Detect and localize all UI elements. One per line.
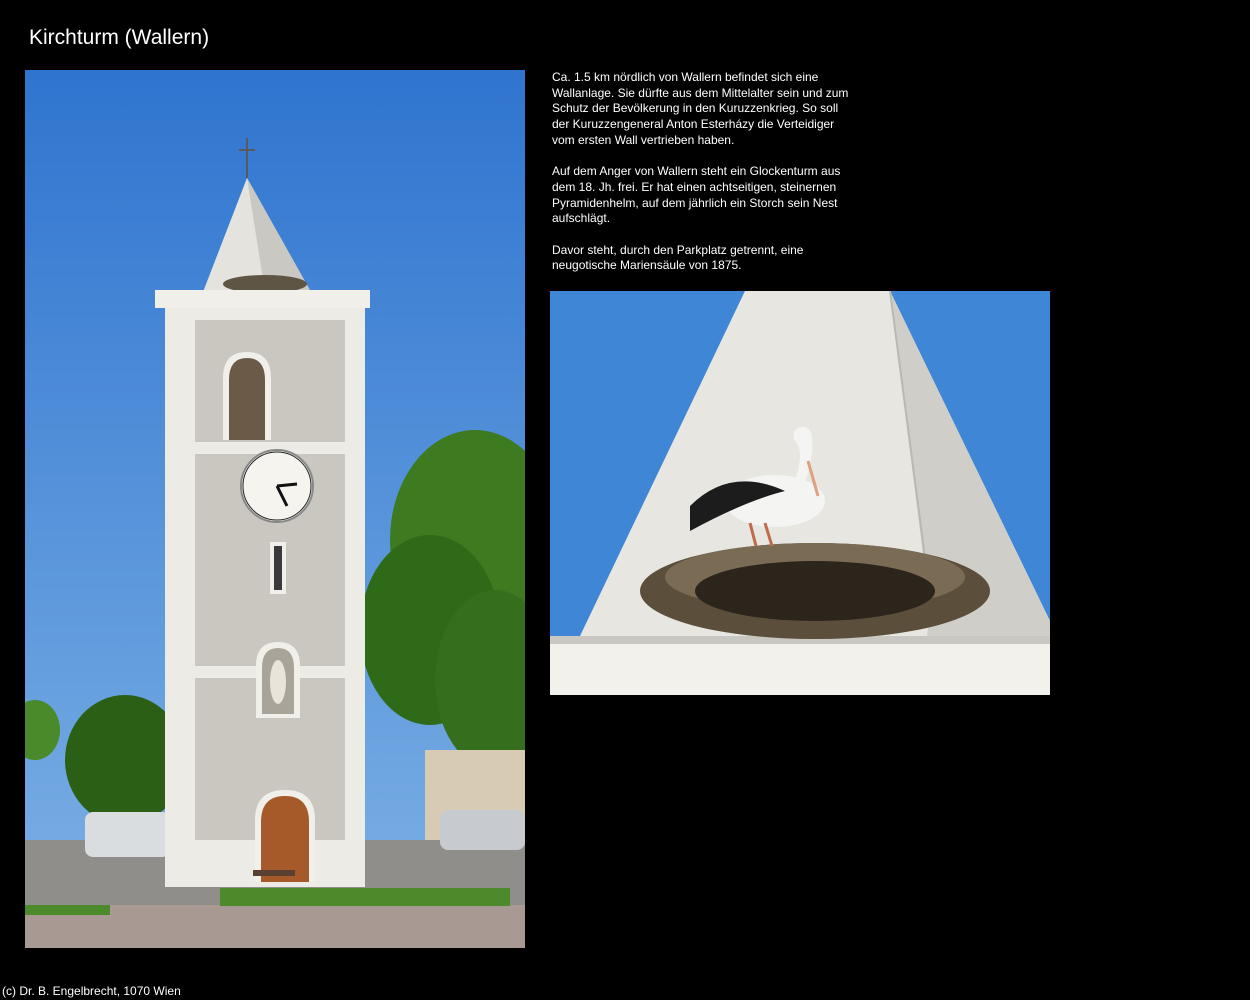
bell-tower-photo[interactable] [25,70,525,948]
page-title: Kirchturm (Wallern) [29,26,210,49]
description-paragraph-2: Auf dem Anger von Wallern steht ein Glockenturm aus dem 18. Jh. frei. Er hat einen achtseitigen, steinernen Pyramidenhelm, auf dem jährlich ein Storch sein Nest aufschlägt. [552,164,841,226]
description-paragraph-1: Ca. 1.5 km nördlich von Wallern befindet sich eine Wallanlage. Sie dürfte aus dem Mittelalter sein und zum Schutz der Bevölkerung in den Kuruzzenkrieg. So soll der Kuruzzengeneral Anton Esterházy die Verteidiger vom ersten Wall vertrieben haben. [552,70,849,147]
copyright-footer: (c) Dr. B. Engelbrecht, 1070 Wien [2,984,181,998]
description-text [552,70,852,290]
description-paragraph-3: Davor steht, durch den Parkplatz getrennt, eine neugotische Mariensäule von 1875. [552,242,804,273]
stork-nest-photo[interactable] [550,291,1050,695]
